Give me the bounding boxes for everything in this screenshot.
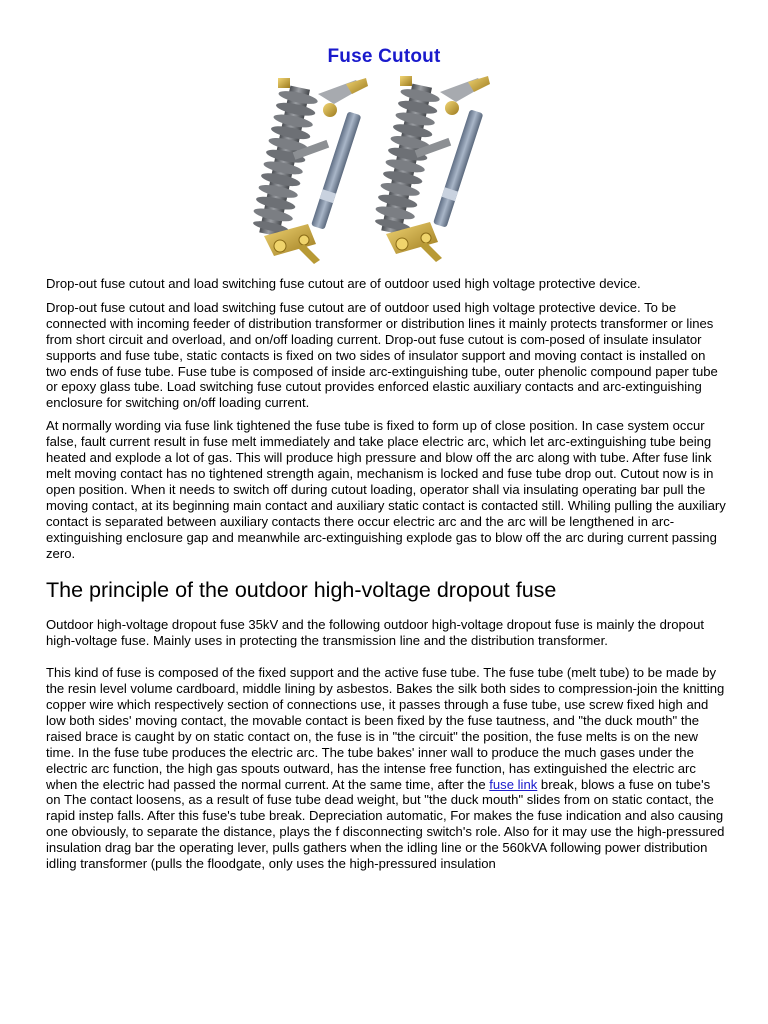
page-title: Fuse Cutout [327,46,441,67]
article-body [46,276,726,879]
intro-paragraph: Drop-out fuse cutout and load switching fuse cutout are of outdoor used high voltage protective device. [46,276,641,291]
paragraph-operation: At normally wording via fuse link tightened the fuse tube is fixed to form up of close position. In case system occur false, fault current result in fuse melt immediately and take place electric arc, which let arc-extinguishing tube being heated and explode a lot of gas. This will produce high pressure and blow off the arc along with tube. After fuse link melt moving contact has no tightened strength again, mechanism is locked and fuse tube drop out. Cutout now is in open position. When it needs to switch off during cutout loading, operator shall via insulating operating bar pull the moving contact, at its beginning main contact and auxiliary static contact is contacted still. Whiling pulling the auxiliary contact is separated between auxiliary contacts there occur electric arc and the arc will be lengthened in arc-extinguishing enclosure gap and meanwhile arc-extinguishing explode gas to blow off the arc during current passing zero. [46,418,726,561]
fuse-cutout-right [371,76,490,262]
paragraph-construction [46,665,726,872]
paragraph-principle: Outdoor high-voltage dropout fuse 35kV and the following outdoor high-voltage dropout fuse is mainly the dropout high-voltage fuse. Mainly uses in protecting the transmission line and the distribution transformer. [46,617,705,649]
paragraph-description: Drop-out fuse cutout and load switching fuse cutout are of outdoor used high voltage protective device. To be connected with incoming feeder of distribution transformer or distribution lines it mainly protects transformer or lines from short circuit and overload, and on/off loading current. Drop-out fuse cutout is com-posed of insulate insulator supports and fuse tube, static contacts is fixed on two sides of insulator support and moving contact is installed on two ends of fuse tube. Fuse tube is composed of inside arc-extinguishing tube, outer phenolic compound paper tube or epoxy glass tube. Load switching fuse cutout provides enforced elastic auxiliary contacts and arc-extinguishing enclosure for switching on/off loading current. [46,299,718,411]
paragraph-construction-start: This kind of fuse is composed of the fixed support and the active fuse tube. The fuse tube (melt tube) to be made by the resin level volume cardboard, middle lining by asbestos. Bakes the silk both sides to compression-join the knitting copper wire which respectively section of connections use, it passes through a fuse tube, use screw fixed high and low both sides' moving contact, the movable contact is been fixed by the fuse tautness, and "the duck mouth" the raised brace is caught by on static contact on, the fuse is in "the circuit" the position, the fuse melts is on the new time. In the fuse tube produces the electric arc. The tube bakes' inner wall to produce the much gases under the electric arc function, the high gas spouts outward, has the intense free function, has extinguished the electric arc when the electric had passed the normal current. At the same time, after the [46,665,725,792]
fuse-link-link[interactable]: fuse link [489,776,538,792]
fuse-cutout-image [234,72,534,268]
section-heading: The principle of the outdoor high-voltage dropout fuse [46,578,557,603]
fuse-cutout-left [249,78,368,264]
paragraph-construction-end: break, blows a fuse on tube's on The contact loosens, as a result of fuse tube dead weight, but "the duck mouth" slides from on static contact, the rapid instep falls. After this fuse's tube break. Depreciation automatic, For makes the fuse indication and also causing one obviously, to separate the distance, plays the f disconnecting switch's role. Also for it may use the high-pressured insulation drag bar the operating lever, pulls gathers when the idling line or the 560kVA following power distribution idling transformer (pulls the floodgate, only uses the high-pressured insulation [46,776,725,872]
